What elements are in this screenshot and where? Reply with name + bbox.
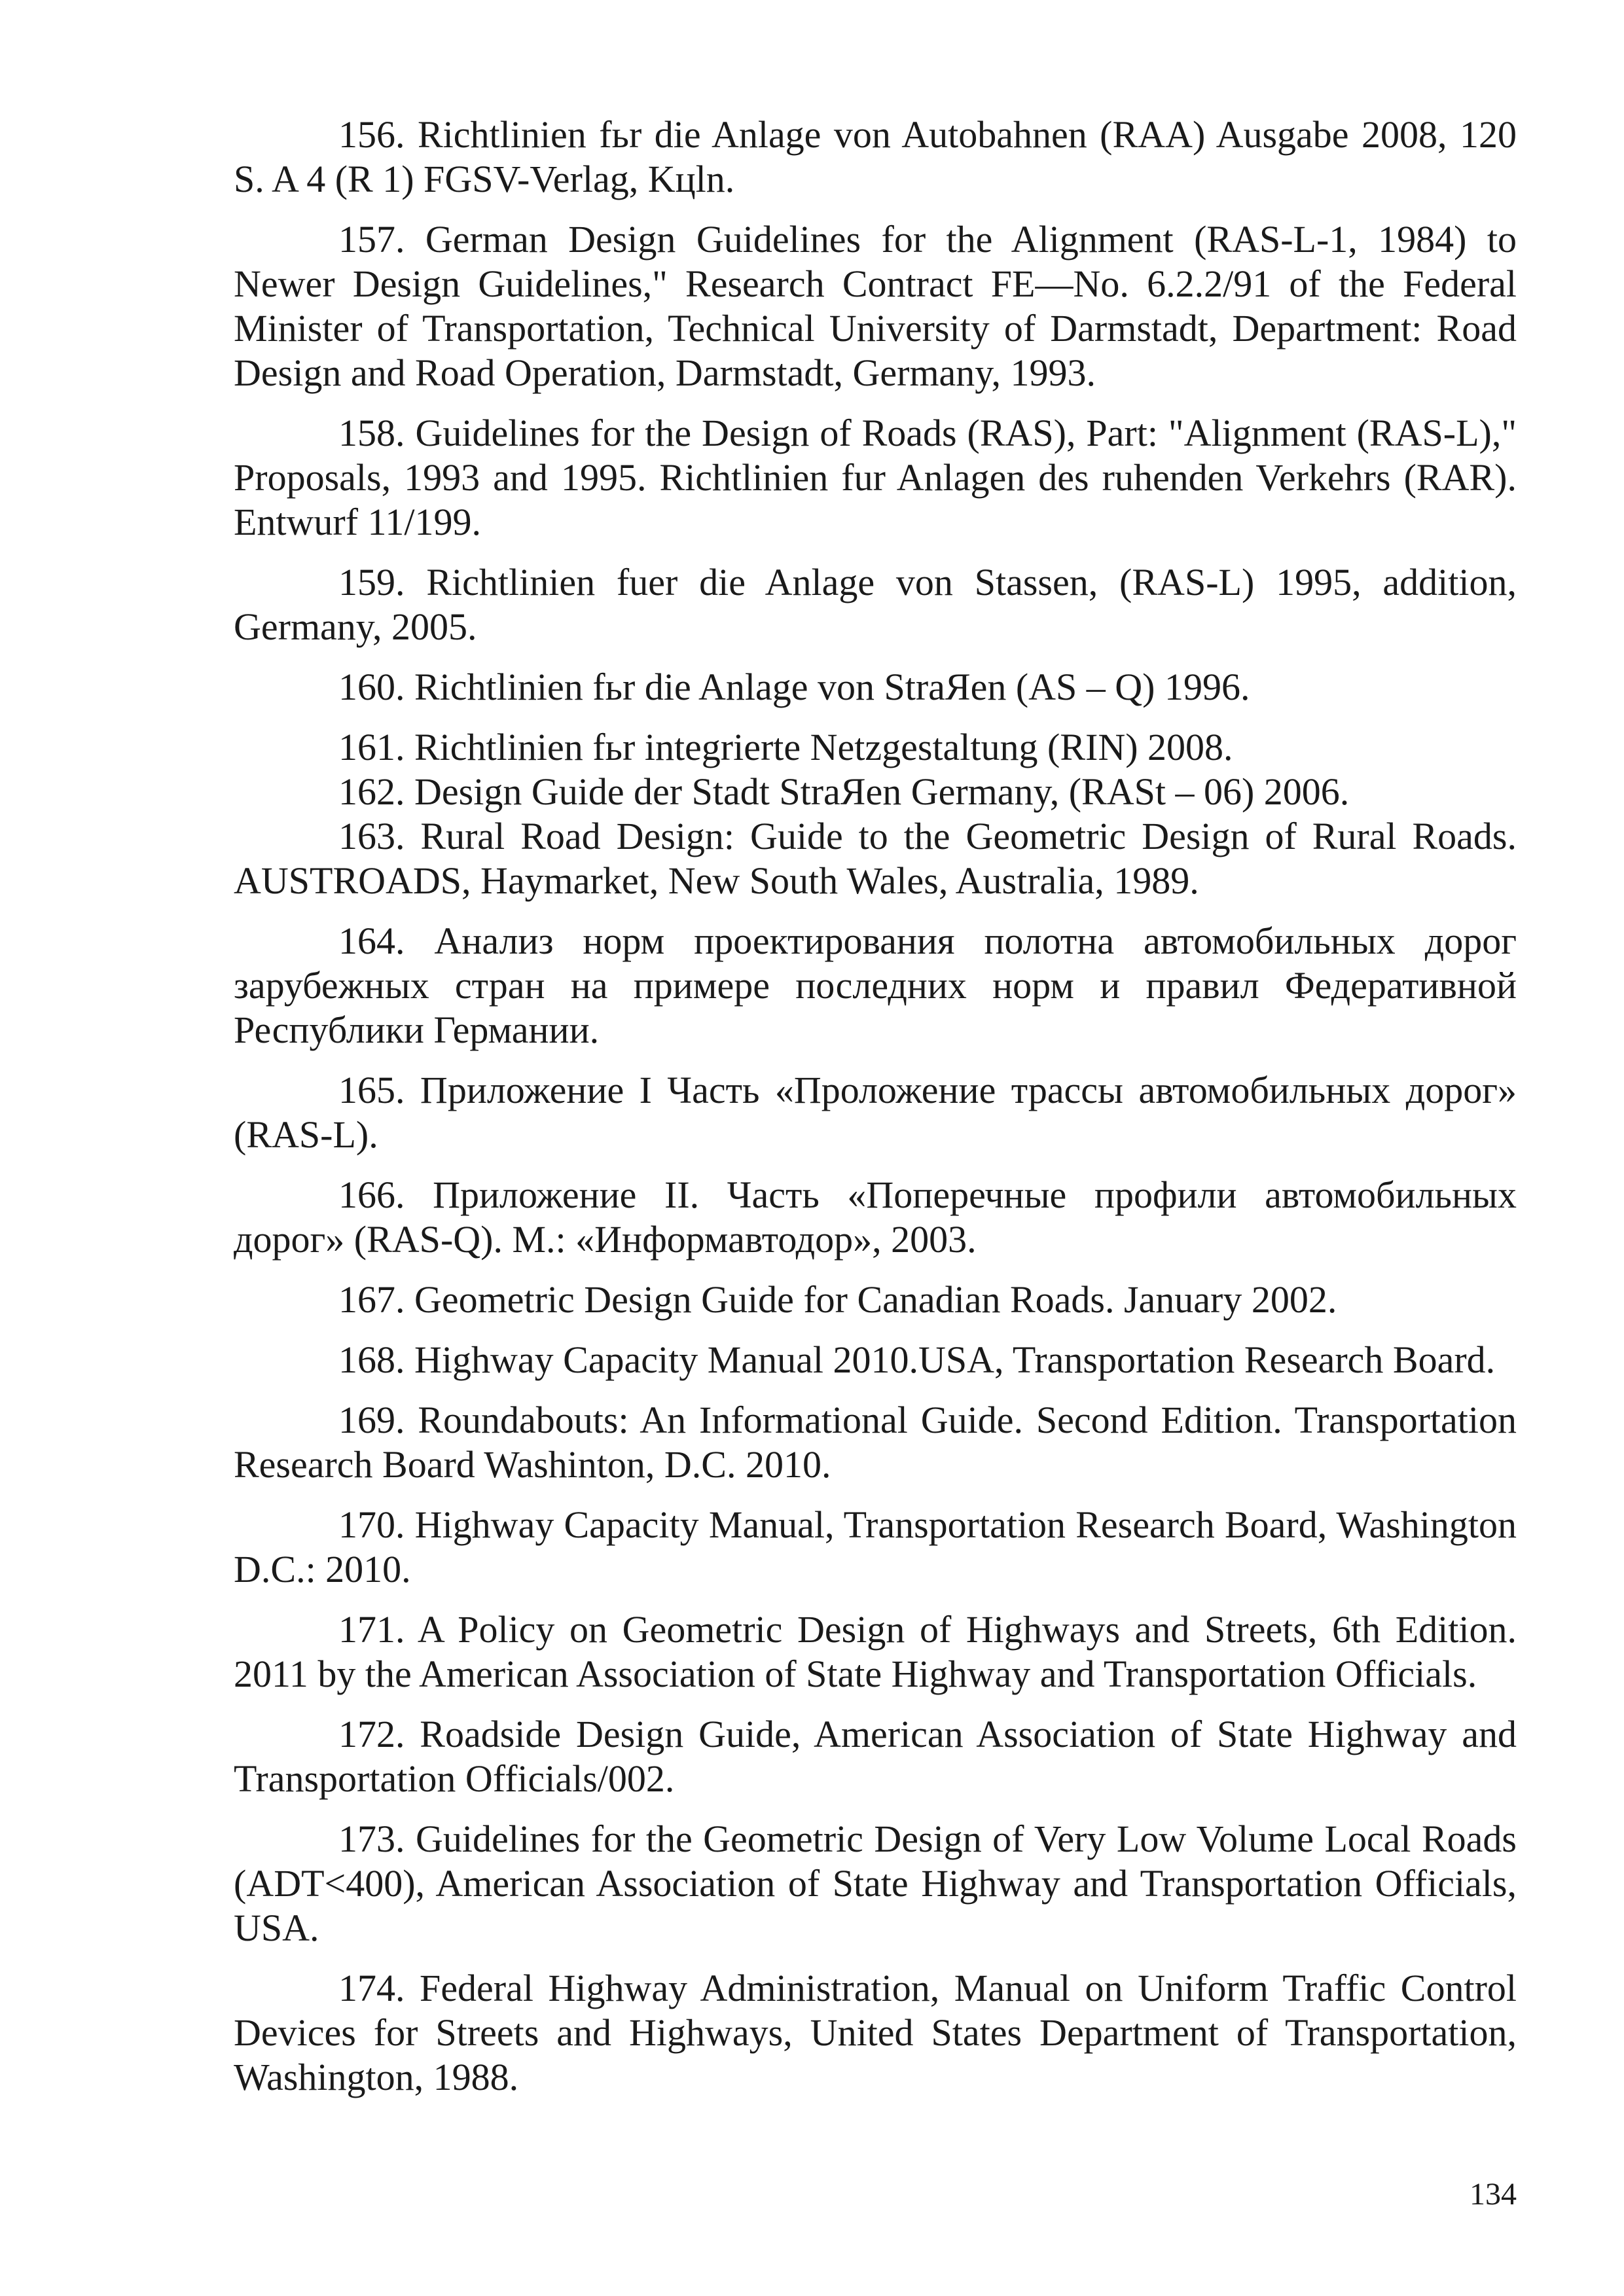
reference-item: 160. Richtlinien fьr die Anlage von StraЯen (AS – Q) 1996. — [338, 666, 1250, 708]
reference-item: 158. Guidelines for the Design of Roads (RAS), Part: "Alignment (RAS-L)," Proposals, 1993 and 1995. Richtlinien fur Anlagen des ruhenden Verkehrs (RAR). Entwurf 11/199. — [234, 412, 1517, 543]
reference-item: 166. Приложение II. Часть «Поперечные профили автомобильных дорог» (RAS-Q). М.: «Информавтодор», 2003. — [234, 1174, 1517, 1261]
reference-item: 169. Roundabouts: An Informational Guide. Second Edition. Transportation Research Board Washinton, D.C. 2010. — [234, 1399, 1517, 1486]
reference-item: 171. A Policy on Geometric Design of Highways and Streets, 6th Edition. 2011 by the American Association of State Highway and Transportation Officials. — [234, 1608, 1517, 1695]
reference-list — [234, 113, 1517, 2115]
reference-item: 164. Анализ норм проектирования полотна автомобильных дорог зарубежных стран на примере последних норм и правил Федеративной Республики Германии. — [234, 920, 1517, 1051]
reference-item: 163. Rural Road Design: Guide to the Geometric Design of Rural Roads. AUSTROADS, Haymarket, New South Wales, Australia, 1989. — [234, 815, 1517, 902]
reference-item: 173. Guidelines for the Geometric Design of Very Low Volume Local Roads (ADT<400), American Association of State Highway and Transportation Officials, USA. — [234, 1818, 1517, 1949]
reference-item: 159. Richtlinien fuer die Anlage von Stassen, (RAS-L) 1995, addition, Germany, 2005. — [234, 561, 1517, 648]
reference-item: 162. Design Guide der Stadt StraЯen Germany, (RASt – 06) 2006. — [338, 770, 1350, 813]
reference-item: 156. Richtlinien fьr die Anlage von Autobahnen (RAA) Ausgabe 2008, 120 S. A 4 (R 1) FGSV-Verlag, Kцln. — [234, 113, 1517, 200]
reference-item: 161. Richtlinien fьr integrierte Netzgestaltung (RIN) 2008. — [338, 726, 1233, 768]
reference-item: 170. Highway Capacity Manual, Transportation Research Board, Washington D.C.: 2010. — [234, 1503, 1517, 1590]
reference-item: 157. German Design Guidelines for the Alignment (RAS-L-1, 1984) to Newer Design Guidelines," Research Contract FE—No. 6.2.2/91 of the Federal Minister of Transportation, Technical University of Darmstadt, Department: Road Design and Road Operation, Darmstadt, Germany, 1993. — [234, 218, 1517, 394]
page-number: 134 — [1470, 2177, 1517, 2212]
reference-item: 172. Roadside Design Guide, American Association of State Highway and Transportation Officials/002. — [234, 1713, 1517, 1800]
reference-item: 167. Geometric Design Guide for Canadian Roads. January 2002. — [338, 1278, 1337, 1321]
reference-item: 168. Highway Capacity Manual 2010.USA, Transportation Research Board. — [338, 1338, 1496, 1381]
reference-item: 174. Federal Highway Administration, Manual on Uniform Traffic Control Devices for Streets and Highways, United States Department of Transportation, Washington, 1988. — [234, 1967, 1517, 2098]
reference-item: 165. Приложение I Часть «Проложение трассы автомобильных дорог» (RAS-L). — [234, 1069, 1517, 1156]
